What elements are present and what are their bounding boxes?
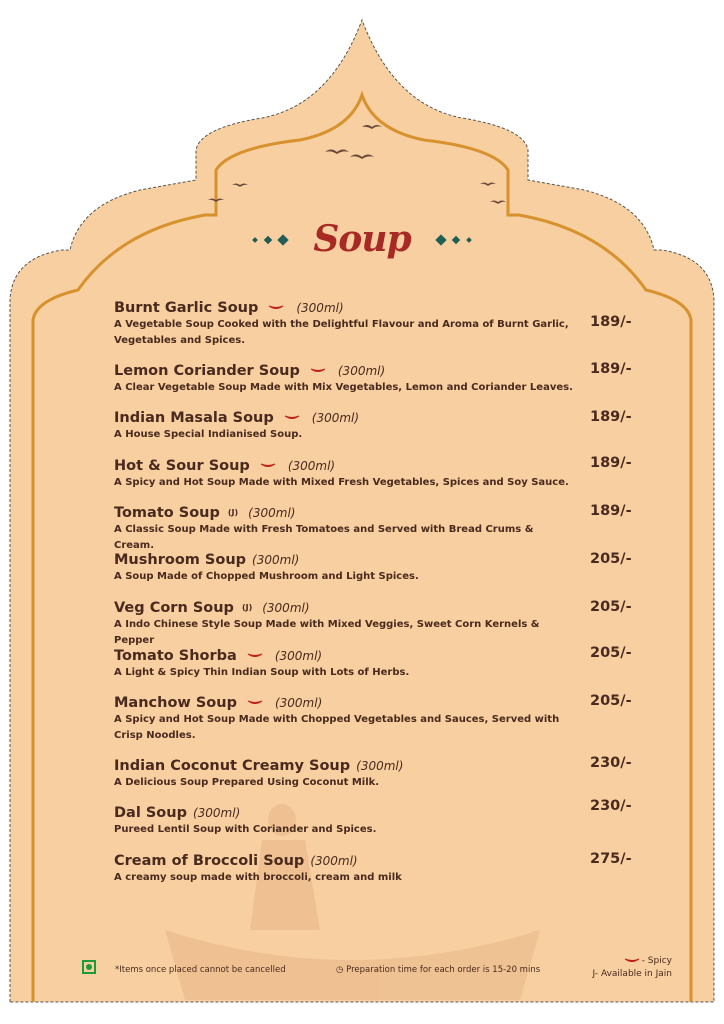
item-name: Indian Coconut Creamy Soup bbox=[114, 758, 351, 774]
veg-symbol-icon bbox=[82, 960, 96, 974]
item-price: 189/- bbox=[590, 314, 632, 330]
item-description: A Spicy and Hot Soup Made with Mixed Fresh Vegetables, Spices and Soy Sauce. bbox=[114, 477, 569, 488]
chili-icon bbox=[260, 463, 276, 469]
menu-item bbox=[114, 360, 634, 396]
chili-icon bbox=[247, 700, 263, 706]
legend-jain: J- Available in Jain bbox=[592, 969, 672, 979]
item-header bbox=[114, 502, 634, 521]
item-header bbox=[114, 297, 634, 316]
jain-badge: (J) bbox=[227, 508, 239, 517]
legend bbox=[593, 955, 672, 981]
item-header bbox=[114, 645, 634, 664]
item-size: (300ml) bbox=[252, 553, 300, 567]
item-description: A House Special Indianised Soup. bbox=[114, 429, 303, 440]
menu-item bbox=[114, 455, 634, 491]
item-price: 189/- bbox=[590, 409, 632, 425]
menu-item bbox=[114, 798, 634, 838]
item-price: 189/- bbox=[590, 361, 632, 377]
item-price: 205/- bbox=[590, 645, 632, 661]
menu-item bbox=[114, 692, 634, 744]
jain-badge: (J) bbox=[241, 603, 253, 612]
item-size: (300ml) bbox=[262, 601, 310, 615]
menu-item bbox=[114, 755, 634, 791]
item-name: Tomato Shorba bbox=[114, 648, 237, 664]
item-name: Manchow Soup bbox=[114, 695, 237, 711]
item-header bbox=[114, 802, 634, 821]
item-name: Indian Masala Soup bbox=[114, 410, 274, 426]
item-size: (300ml) bbox=[310, 854, 358, 868]
item-description: A Light & Spicy Thin Indian Soup with Lots of Herbs. bbox=[114, 667, 410, 678]
item-price: 230/- bbox=[590, 798, 632, 814]
chili-icon bbox=[268, 305, 284, 311]
item-header bbox=[114, 850, 634, 869]
menu-item bbox=[114, 502, 634, 554]
diamond-ornament-right bbox=[433, 230, 475, 249]
chili-icon bbox=[624, 958, 640, 964]
item-description: A Indo Chinese Style Soup Made with Mixed Veggies, Sweet Corn Kernels & Pepper bbox=[114, 619, 540, 646]
diamond-ornament-left bbox=[249, 230, 291, 249]
item-description: A Spicy and Hot Soup Made with Chopped Vegetables and Sauces, Served with Crisp Noodles. bbox=[114, 714, 560, 741]
item-size: (300ml) bbox=[274, 696, 323, 710]
item-size: (300ml) bbox=[311, 411, 360, 425]
section-title: Soup bbox=[0, 218, 724, 260]
menu-item bbox=[114, 407, 634, 443]
item-description: A Clear Vegetable Soup Made with Mix Vegetables, Lemon and Coriander Leaves. bbox=[114, 382, 573, 393]
item-price: 230/- bbox=[590, 755, 632, 771]
item-header bbox=[114, 755, 634, 774]
menu-item bbox=[114, 597, 634, 649]
chili-icon bbox=[310, 368, 326, 374]
item-description: A creamy soup made with broccoli, cream and milk bbox=[114, 872, 402, 883]
item-price: 205/- bbox=[590, 599, 632, 615]
chili-icon bbox=[247, 653, 263, 659]
item-size: (300ml) bbox=[356, 759, 404, 773]
menu-item bbox=[114, 549, 634, 585]
prep-note bbox=[336, 965, 540, 975]
item-size: (300ml) bbox=[274, 649, 323, 663]
item-name: Burnt Garlic Soup bbox=[114, 300, 259, 316]
menu-item bbox=[114, 850, 634, 886]
item-price: 205/- bbox=[590, 551, 632, 567]
item-header bbox=[114, 597, 634, 616]
menu-item bbox=[114, 645, 634, 681]
cancel-note: *Items once placed cannot be cancelled bbox=[115, 965, 286, 975]
item-description: A Delicious Soup Prepared Using Coconut Milk. bbox=[114, 777, 380, 788]
item-name: Hot & Sour Soup bbox=[114, 458, 250, 474]
item-header bbox=[114, 360, 634, 379]
chili-icon bbox=[284, 415, 300, 421]
item-name: Veg Corn Soup bbox=[114, 600, 234, 616]
item-size: (300ml) bbox=[287, 459, 336, 473]
item-size: (300ml) bbox=[337, 364, 386, 378]
item-header bbox=[114, 549, 634, 568]
prep-note-text: Preparation time for each order is 15-20 mins bbox=[346, 965, 541, 975]
item-name: Mushroom Soup bbox=[114, 552, 247, 568]
item-size: (300ml) bbox=[192, 806, 241, 820]
item-name: Dal Soup bbox=[114, 805, 187, 821]
item-header bbox=[114, 407, 634, 426]
menu-item bbox=[114, 297, 634, 349]
item-description: A Classic Soup Made with Fresh Tomatoes and Served with Bread Crums & Cream. bbox=[114, 524, 534, 551]
item-price: 189/- bbox=[590, 503, 632, 519]
legend-spicy: - Spicy bbox=[641, 956, 672, 966]
item-price: 275/- bbox=[590, 851, 632, 867]
item-name: Tomato Soup bbox=[114, 505, 220, 521]
item-price: 189/- bbox=[590, 455, 632, 471]
clock-icon: ◷ bbox=[336, 965, 347, 975]
item-description: A Soup Made of Chopped Mushroom and Light Spices. bbox=[114, 571, 419, 582]
item-header bbox=[114, 455, 634, 474]
item-name: Lemon Coriander Soup bbox=[114, 363, 300, 379]
item-name: Cream of Broccoli Soup bbox=[114, 853, 305, 869]
item-header bbox=[114, 692, 634, 711]
item-description: A Vegetable Soup Cooked with the Delightful Flavour and Aroma of Burnt Garlic, Vegetables and Spices. bbox=[114, 319, 569, 346]
item-description: Pureed Lentil Soup with Coriander and Spices. bbox=[114, 824, 377, 835]
item-size: (300ml) bbox=[296, 301, 344, 315]
item-size: (300ml) bbox=[248, 506, 296, 520]
item-price: 205/- bbox=[590, 693, 632, 709]
